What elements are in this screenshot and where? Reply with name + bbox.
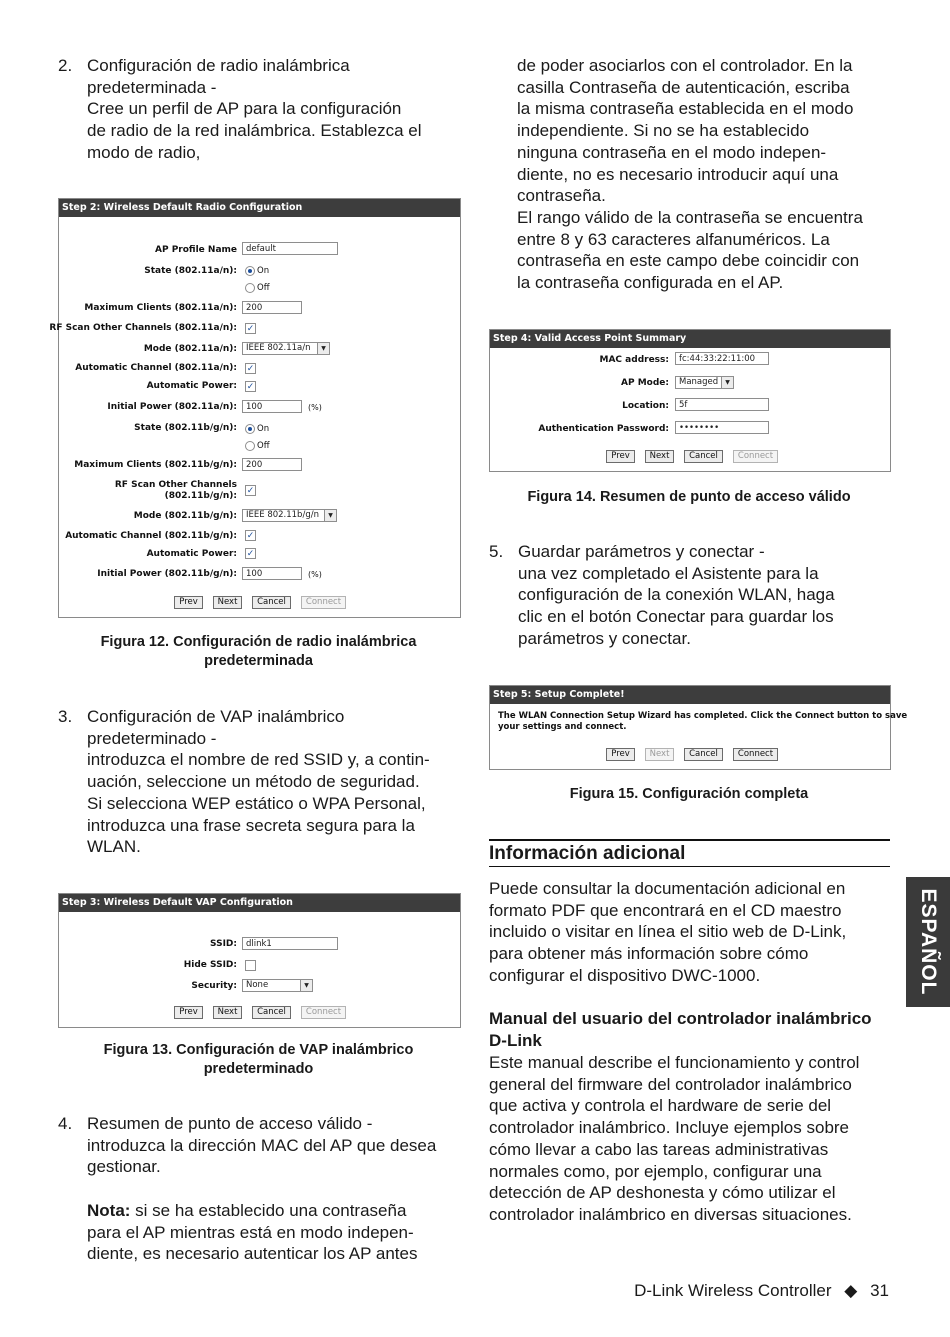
note-line: para el AP mientras está en modo indepen- (87, 1222, 414, 1242)
state-a-on-text: On (257, 266, 270, 276)
next-button[interactable]: Next (213, 596, 242, 609)
step-4-line: Resumen de punto de acceso válido - (87, 1114, 373, 1133)
next-button[interactable]: Next (213, 1006, 242, 1019)
auto-channel-a-label: Automatic Channel (802.11a/n): (75, 363, 237, 373)
security-select[interactable] (242, 979, 313, 992)
text-line: detección de AP deshonesta y cómo utilizar el (489, 1183, 836, 1203)
text-line: normales como, por ejemplo, configurar una (489, 1161, 822, 1181)
text-line: que activa y controla el hardware de serie del (489, 1096, 832, 1116)
mode-b-value: IEEE 802.11b/g/n (246, 510, 319, 520)
caption-line: predeterminada (204, 653, 313, 669)
step-3-line: predeterminado - (87, 728, 217, 748)
step-4-line: introduzca la dirección MAC del AP que desea (87, 1135, 437, 1155)
text-line: El rango válido de la contraseña se encuentra (517, 207, 863, 227)
diamond-bullet-icon: ◆ (844, 1281, 858, 1300)
security-label: Security: (191, 981, 237, 991)
step-2-line: de radio de la red inalámbrica. Establezca el (87, 121, 422, 141)
step-3-number: 3. (58, 707, 73, 726)
radio-config-panel (49, 198, 461, 618)
rf-scan-b-label-line: RF Scan Other Channels (114, 480, 237, 490)
section-rule-top (489, 839, 890, 841)
language-label: ESPAÑOL (917, 888, 940, 996)
text-line: independiente. Si no se ha establecido (517, 121, 810, 141)
auto-power-b-label: Automatic Power: (146, 549, 237, 559)
text-line: diente, no es necesario introducir aquí una (517, 164, 839, 184)
location-input[interactable]: 5f (675, 398, 769, 411)
initial-power-a-unit: (%) (308, 403, 322, 412)
connect-button[interactable]: Connect (301, 1006, 346, 1019)
footer-title: D-Link Wireless Controller (634, 1281, 832, 1300)
panel-title: Step 3: Wireless Default VAP Configuration (59, 894, 460, 912)
step-5-line: Guardar parámetros y conectar - (518, 542, 765, 561)
ap-mode-label: AP Mode: (621, 378, 669, 388)
initial-power-b-label: Initial Power (802.11b/g/n): (97, 569, 237, 579)
password-explanation (517, 55, 897, 294)
message-line: your settings and connect. (498, 722, 627, 732)
language-side-tab (906, 877, 950, 1007)
caption-line: Figura 12. Configuración de radio inalámbrica (100, 634, 417, 650)
state-a-off-text: Off (257, 283, 270, 293)
cancel-button[interactable]: Cancel (252, 596, 291, 609)
message-line: The WLAN Connection Setup Wizard has completed. Click the Connect button to save (498, 711, 908, 721)
step-3-line: Si selecciona WEP estático o WPA Personal, (87, 793, 426, 813)
state-b-on-radio[interactable] (245, 424, 255, 434)
text-line: configurar el dispositivo DWC-1000. (489, 965, 761, 985)
connect-button[interactable]: Connect (733, 748, 778, 761)
state-a-on-radio[interactable] (245, 266, 255, 276)
text-line: ninguna contraseña en el modo indepen- (517, 142, 827, 162)
text-line: formato PDF que encontrará en el CD maestro (489, 900, 842, 920)
step-4-number: 4. (58, 1114, 73, 1133)
text-line: controlador inalámbrico en diversas situaciones. (489, 1204, 852, 1224)
mac-address-label: MAC address: (599, 355, 669, 365)
step-2-line: predeterminada - (87, 77, 217, 97)
ap-summary-panel (489, 329, 891, 472)
cancel-button[interactable]: Cancel (684, 748, 723, 761)
chevron-down-icon: ▼ (300, 980, 312, 991)
figure-13-caption (58, 1041, 459, 1079)
step-5-line: parámetros y conectar. (518, 628, 691, 648)
note-line: diente, es necesario autenticar los AP antes (87, 1244, 418, 1264)
initial-power-a-input[interactable]: 100 (242, 400, 302, 413)
figure-12-caption (58, 633, 459, 671)
cancel-button[interactable]: Cancel (684, 450, 723, 463)
connect-button[interactable]: Connect (301, 596, 346, 609)
info-paragraph (489, 878, 894, 987)
state-a-label: State (802.11a/n): (144, 266, 237, 276)
security-value: None (246, 980, 269, 990)
location-label: Location: (622, 401, 669, 411)
step-3-line: introduzca el nombre de red SSID y, a contin- (87, 750, 430, 770)
step-2-line: Configuración de radio inalámbrica (87, 56, 350, 75)
step-5-line: clic en el botón Conectar para guardar los (518, 607, 834, 627)
text-line: general del firmware del controlador inalámbrico (489, 1074, 852, 1094)
max-clients-b-label: Maximum Clients (802.11b/g/n): (74, 460, 237, 470)
note-label: Nota: (87, 1200, 131, 1220)
state-b-label: State (802.11b/g/n): (134, 423, 237, 433)
setup-complete-panel (489, 685, 908, 770)
hide-ssid-label: Hide SSID: (183, 960, 237, 970)
rf-scan-a-checkbox[interactable]: ✓ (246, 323, 255, 333)
ap-mode-value: Managed (679, 377, 719, 387)
prev-button[interactable]: Prev (606, 450, 635, 463)
step-3-line: Configuración de VAP inalámbrico (87, 707, 345, 726)
step-5-line: configuración de la conexión WLAN, haga (518, 585, 835, 605)
step-2-line: Cree un perfil de AP para la configuración (87, 99, 402, 119)
auto-channel-a-checkbox[interactable]: ✓ (246, 363, 255, 373)
next-button[interactable]: Next (645, 748, 674, 761)
figure-14-caption: Figura 14. Resumen de punto de acceso válido (527, 489, 851, 505)
initial-power-b-input[interactable]: 100 (242, 567, 302, 580)
auto-power-a-label: Automatic Power: (146, 381, 237, 391)
mode-a-label: Mode (802.11a/n): (143, 344, 237, 354)
text-line: controlador inalámbrico. Incluye ejemplos sobre (489, 1118, 850, 1138)
max-clients-a-label: Maximum Clients (802.11a/n): (84, 303, 237, 313)
manual-paragraph (489, 1052, 899, 1226)
note-line (87, 1200, 436, 1222)
text-line: de poder asociarlos con el controlador. En la (517, 56, 853, 75)
next-button[interactable]: Next (645, 450, 674, 463)
text-line: contraseña en este campo debe coincidir con (517, 251, 860, 271)
auth-password-input[interactable]: •••••••• (675, 421, 769, 434)
ap-profile-name-label: AP Profile Name (155, 245, 237, 255)
initial-power-b-unit: (%) (308, 570, 322, 579)
connect-button[interactable]: Connect (733, 450, 778, 463)
chevron-down-icon: ▼ (721, 377, 733, 388)
ssid-label: SSID: (210, 939, 237, 949)
mac-address-input[interactable]: fc:44:33:22:11:00 (675, 352, 769, 365)
text-line: para obtener más información sobre cómo (489, 944, 809, 964)
mode-b-select[interactable] (242, 509, 337, 522)
panel-title: Step 4: Valid Access Point Summary (490, 330, 890, 348)
prev-button[interactable]: Prev (606, 748, 635, 761)
ap-profile-name-input[interactable]: default (242, 242, 338, 255)
mode-a-value: IEEE 802.11a/n (246, 343, 311, 353)
subheading-line: D-Link (489, 1030, 542, 1050)
vap-config-panel (58, 893, 461, 1028)
max-clients-a-input[interactable]: 200 (242, 301, 302, 314)
text-line: Este manual describe el funcionamiento y control (489, 1053, 860, 1072)
state-b-on-text: On (257, 424, 270, 434)
page-footer (634, 1281, 889, 1301)
step-4-line: gestionar. (87, 1157, 161, 1177)
initial-power-a-label: Initial Power (802.11a/n): (107, 402, 237, 412)
section-rule-bottom (489, 866, 890, 867)
text-line: Puede consultar la documentación adicional en (489, 879, 846, 898)
step-3-line: WLAN. (87, 837, 141, 857)
auto-channel-b-checkbox[interactable]: ✓ (246, 530, 255, 540)
text-line: contraseña. (517, 186, 606, 206)
chevron-down-icon: ▼ (324, 510, 336, 521)
step-5-line: una vez completado el Asistente para la (518, 563, 819, 583)
section-heading: Información adicional (489, 843, 686, 864)
rf-scan-a-label: RF Scan Other Channels (802.11a/n): (49, 323, 237, 333)
auto-power-b-checkbox[interactable]: ✓ (246, 548, 255, 558)
step-5-number: 5. (489, 542, 504, 561)
panel-title: Step 2: Wireless Default Radio Configuration (59, 199, 460, 217)
text-line: la misma contraseña establecida en el modo (517, 99, 854, 119)
figure-15-caption: Figura 15. Configuración completa (569, 786, 809, 802)
chevron-down-icon: ▼ (317, 343, 329, 354)
panel-title: Step 5: Setup Complete! (490, 686, 890, 704)
auth-password-label: Authentication Password: (538, 424, 669, 434)
manual-subheading (489, 1008, 899, 1051)
cancel-button[interactable]: Cancel (252, 1006, 291, 1019)
prev-button[interactable]: Prev (174, 596, 203, 609)
ssid-input[interactable]: dlink1 (242, 937, 338, 950)
page-number: 31 (870, 1281, 889, 1300)
caption-line: predeterminado (203, 1061, 314, 1077)
subheading-line: Manual del usuario del controlador inalámbrico (489, 1009, 872, 1028)
auto-power-a-checkbox[interactable]: ✓ (246, 381, 255, 391)
step-3-line: uación, seleccione un método de seguridad. (87, 772, 420, 792)
note-text: si se ha establecido una contraseña (130, 1200, 407, 1220)
caption-line: Figura 13. Configuración de VAP inalámbrico (103, 1042, 414, 1058)
setup-complete-message (498, 711, 907, 733)
step-2-number: 2. (58, 56, 73, 75)
text-line: la contraseña configurada en el AP. (517, 273, 784, 293)
hide-ssid-checkbox[interactable] (245, 960, 256, 971)
auto-channel-b-label: Automatic Channel (802.11b/g/n): (65, 531, 237, 541)
rf-scan-b-label (115, 480, 237, 502)
state-a-off-radio[interactable] (245, 283, 255, 293)
step-2-line: modo de radio, (87, 142, 201, 162)
text-line: cómo llevar a cabo las tareas administrativas (489, 1139, 829, 1159)
ap-mode-select[interactable] (675, 376, 734, 389)
prev-button[interactable]: Prev (174, 1006, 203, 1019)
text-line: casilla Contraseña de autenticación, escriba (517, 77, 850, 97)
step-3-line: introduzca una frase secreta segura para la (87, 815, 415, 835)
state-b-off-radio[interactable] (245, 441, 255, 451)
max-clients-b-input[interactable]: 200 (242, 458, 302, 471)
mode-b-label: Mode (802.11b/g/n): (133, 511, 237, 521)
rf-scan-b-checkbox[interactable]: ✓ (246, 485, 255, 495)
mode-a-select[interactable] (242, 342, 330, 355)
state-b-off-text: Off (257, 441, 270, 451)
text-line: entre 8 y 63 caracteres alfanuméricos. La (517, 229, 830, 249)
rf-scan-b-label-line: (802.11b/g/n): (164, 491, 237, 501)
text-line: incluido o visitar en línea el sitio web de D-Link, (489, 922, 847, 942)
